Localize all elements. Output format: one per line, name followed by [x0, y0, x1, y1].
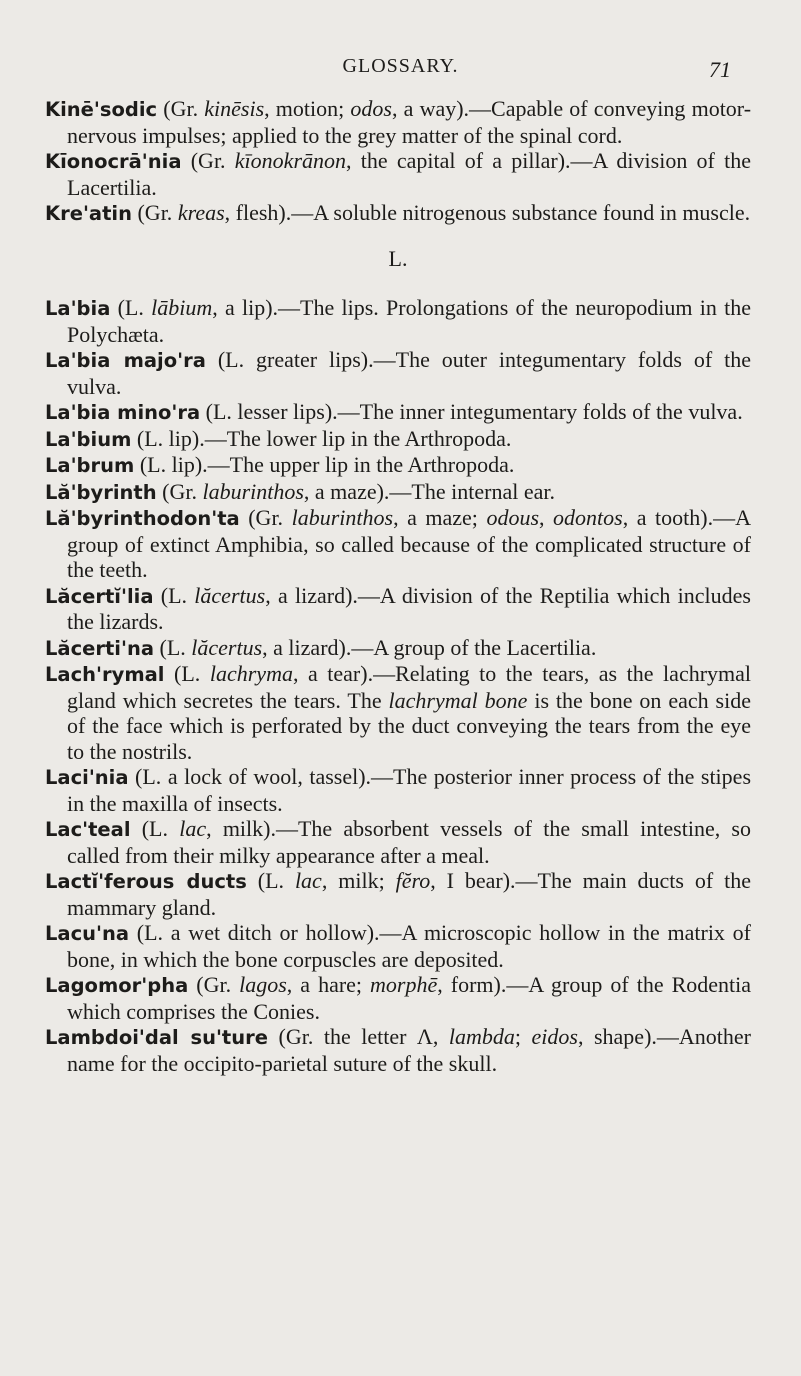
entry-definition: (L. lac, milk).—The absorbent vessels of the small intestine, so called from their milky appearance after a meal.	[67, 816, 751, 868]
entry-definition: (Gr. lagos, a hare; morphē, form).—A group of the Rodentia which comprises the Conies.	[67, 972, 752, 1024]
glossary-entry	[45, 96, 751, 148]
running-header	[0, 55, 801, 85]
entry-definition: (Gr. kīonokrānon, the capital of a pillar).—A division of the Lacertilia.	[67, 148, 751, 200]
glossary-entry	[45, 583, 751, 635]
entry-headword: Lacu'na	[45, 922, 130, 945]
glossary-entry	[45, 661, 751, 764]
entry-headword: La'bia	[45, 297, 111, 320]
entry-headword: La'bium	[45, 427, 132, 451]
glossary-entry	[45, 635, 751, 662]
glossary-entry	[45, 347, 751, 399]
entry-headword: La'bia mino'ra	[45, 401, 201, 424]
glossary-entry	[45, 399, 751, 426]
section-l-entries	[45, 295, 751, 1076]
entry-headword: Kīonocrā'nia	[45, 150, 182, 173]
entry-headword: Kre'atin	[45, 202, 132, 225]
glossary-entries	[45, 96, 751, 1076]
entry-definition: (L. lăcertus, a lizard).—A division of the Reptilia which includes the lizards.	[67, 582, 751, 634]
entry-definition: (Gr. the letter Λ, lambda; eidos, shape).—Another name for the occipito-parietal suture of the skull.	[67, 1024, 751, 1076]
entry-headword: Kinē'sodic	[45, 98, 158, 121]
entry-headword: Lambdoi'dal su'ture	[45, 1026, 268, 1049]
entry-headword: Lăcerti'na	[45, 636, 155, 660]
entry-headword: Lactĭ'ferous ducts	[45, 870, 247, 893]
glossary-entry	[45, 452, 751, 479]
entry-definition: (Gr. kreas, flesh).—A soluble nitrogenous substance found in muscle.	[137, 200, 751, 225]
entry-headword: Laci'nia	[45, 766, 129, 789]
entry-headword: Lăcertĭ'lia	[45, 584, 154, 608]
section-k-entries	[45, 96, 751, 227]
page-title: GLOSSARY.	[342, 55, 459, 77]
entry-definition: (Gr. laburinthos, a maze; odous, odontos, a tooth).—A group of extinct Amphibia, so called because of the complicated structure of the teeth.	[67, 505, 751, 582]
entry-headword: Lă'byrinthodon'ta	[45, 507, 240, 530]
entry-definition: (L. a wet ditch or hollow).—A microscopic hollow in the matrix of bone, in which the bone corpuscles are deposited.	[67, 920, 751, 972]
section-letter-heading: L.	[388, 245, 408, 271]
entry-definition: (Gr. laburinthos, a maze).—The internal ear.	[162, 478, 555, 504]
entry-headword: La'brum	[45, 454, 135, 477]
entry-definition: (L. lip).—The lower lip in the Arthropoda.	[136, 425, 512, 451]
entry-definition: (L. lac, milk; fĕro, I bear).—The main ducts of the mammary gland.	[67, 868, 751, 920]
entry-definition: (L. a lock of wool, tassel).—The posterior inner process of the stipes in the maxilla of insects.	[67, 764, 752, 816]
glossary-entry	[45, 200, 751, 227]
entry-headword: Lă'byrinth	[45, 480, 157, 504]
entry-definition: (L. lăcertus, a lizard).—A group of the Lacertilia.	[159, 634, 597, 660]
glossary-entry	[45, 920, 751, 972]
glossary-entry	[45, 868, 751, 920]
entry-headword: Lach'rymal	[45, 663, 165, 686]
entry-definition: (L. lachryma, a tear).—Relating to the tears, as the lachrymal gland which secretes the tears. The lachrymal bone is the bone on each side of the face which is perforated by the duct conveying the tears from the eye to the nostrils.	[67, 661, 752, 764]
entry-headword: Lagomor'pha	[45, 974, 189, 997]
entry-definition: (L. lābium, a lip).—The lips. Prolongations of the neuropodium in the Polychæta.	[67, 295, 751, 347]
glossary-entry	[45, 972, 751, 1024]
glossary-entry	[45, 816, 751, 868]
glossary-entry	[45, 479, 751, 506]
glossary-entry	[45, 505, 751, 583]
glossary-entry	[45, 148, 751, 200]
entry-definition: (L. lesser lips).—The inner integumentary folds of the vulva.	[205, 399, 743, 424]
entry-headword: Lac'teal	[45, 818, 131, 841]
page-number: 71	[709, 57, 731, 82]
entry-definition: (L. lip).—The upper lip in the Arthropoda.	[139, 452, 515, 477]
entry-headword: La'bia majo'ra	[45, 349, 206, 372]
glossary-entry	[45, 295, 751, 347]
glossary-entry	[45, 426, 751, 453]
entry-definition: (Gr. kinēsis, motion; odos, a way).—Capable of conveying motor-nervous impulses; applied to the grey matter of the spinal cord.	[67, 96, 752, 148]
glossary-entry	[45, 764, 751, 816]
glossary-entry	[45, 1024, 751, 1076]
entry-definition: (L. greater lips).—The outer integumentary folds of the vulva.	[67, 347, 751, 399]
